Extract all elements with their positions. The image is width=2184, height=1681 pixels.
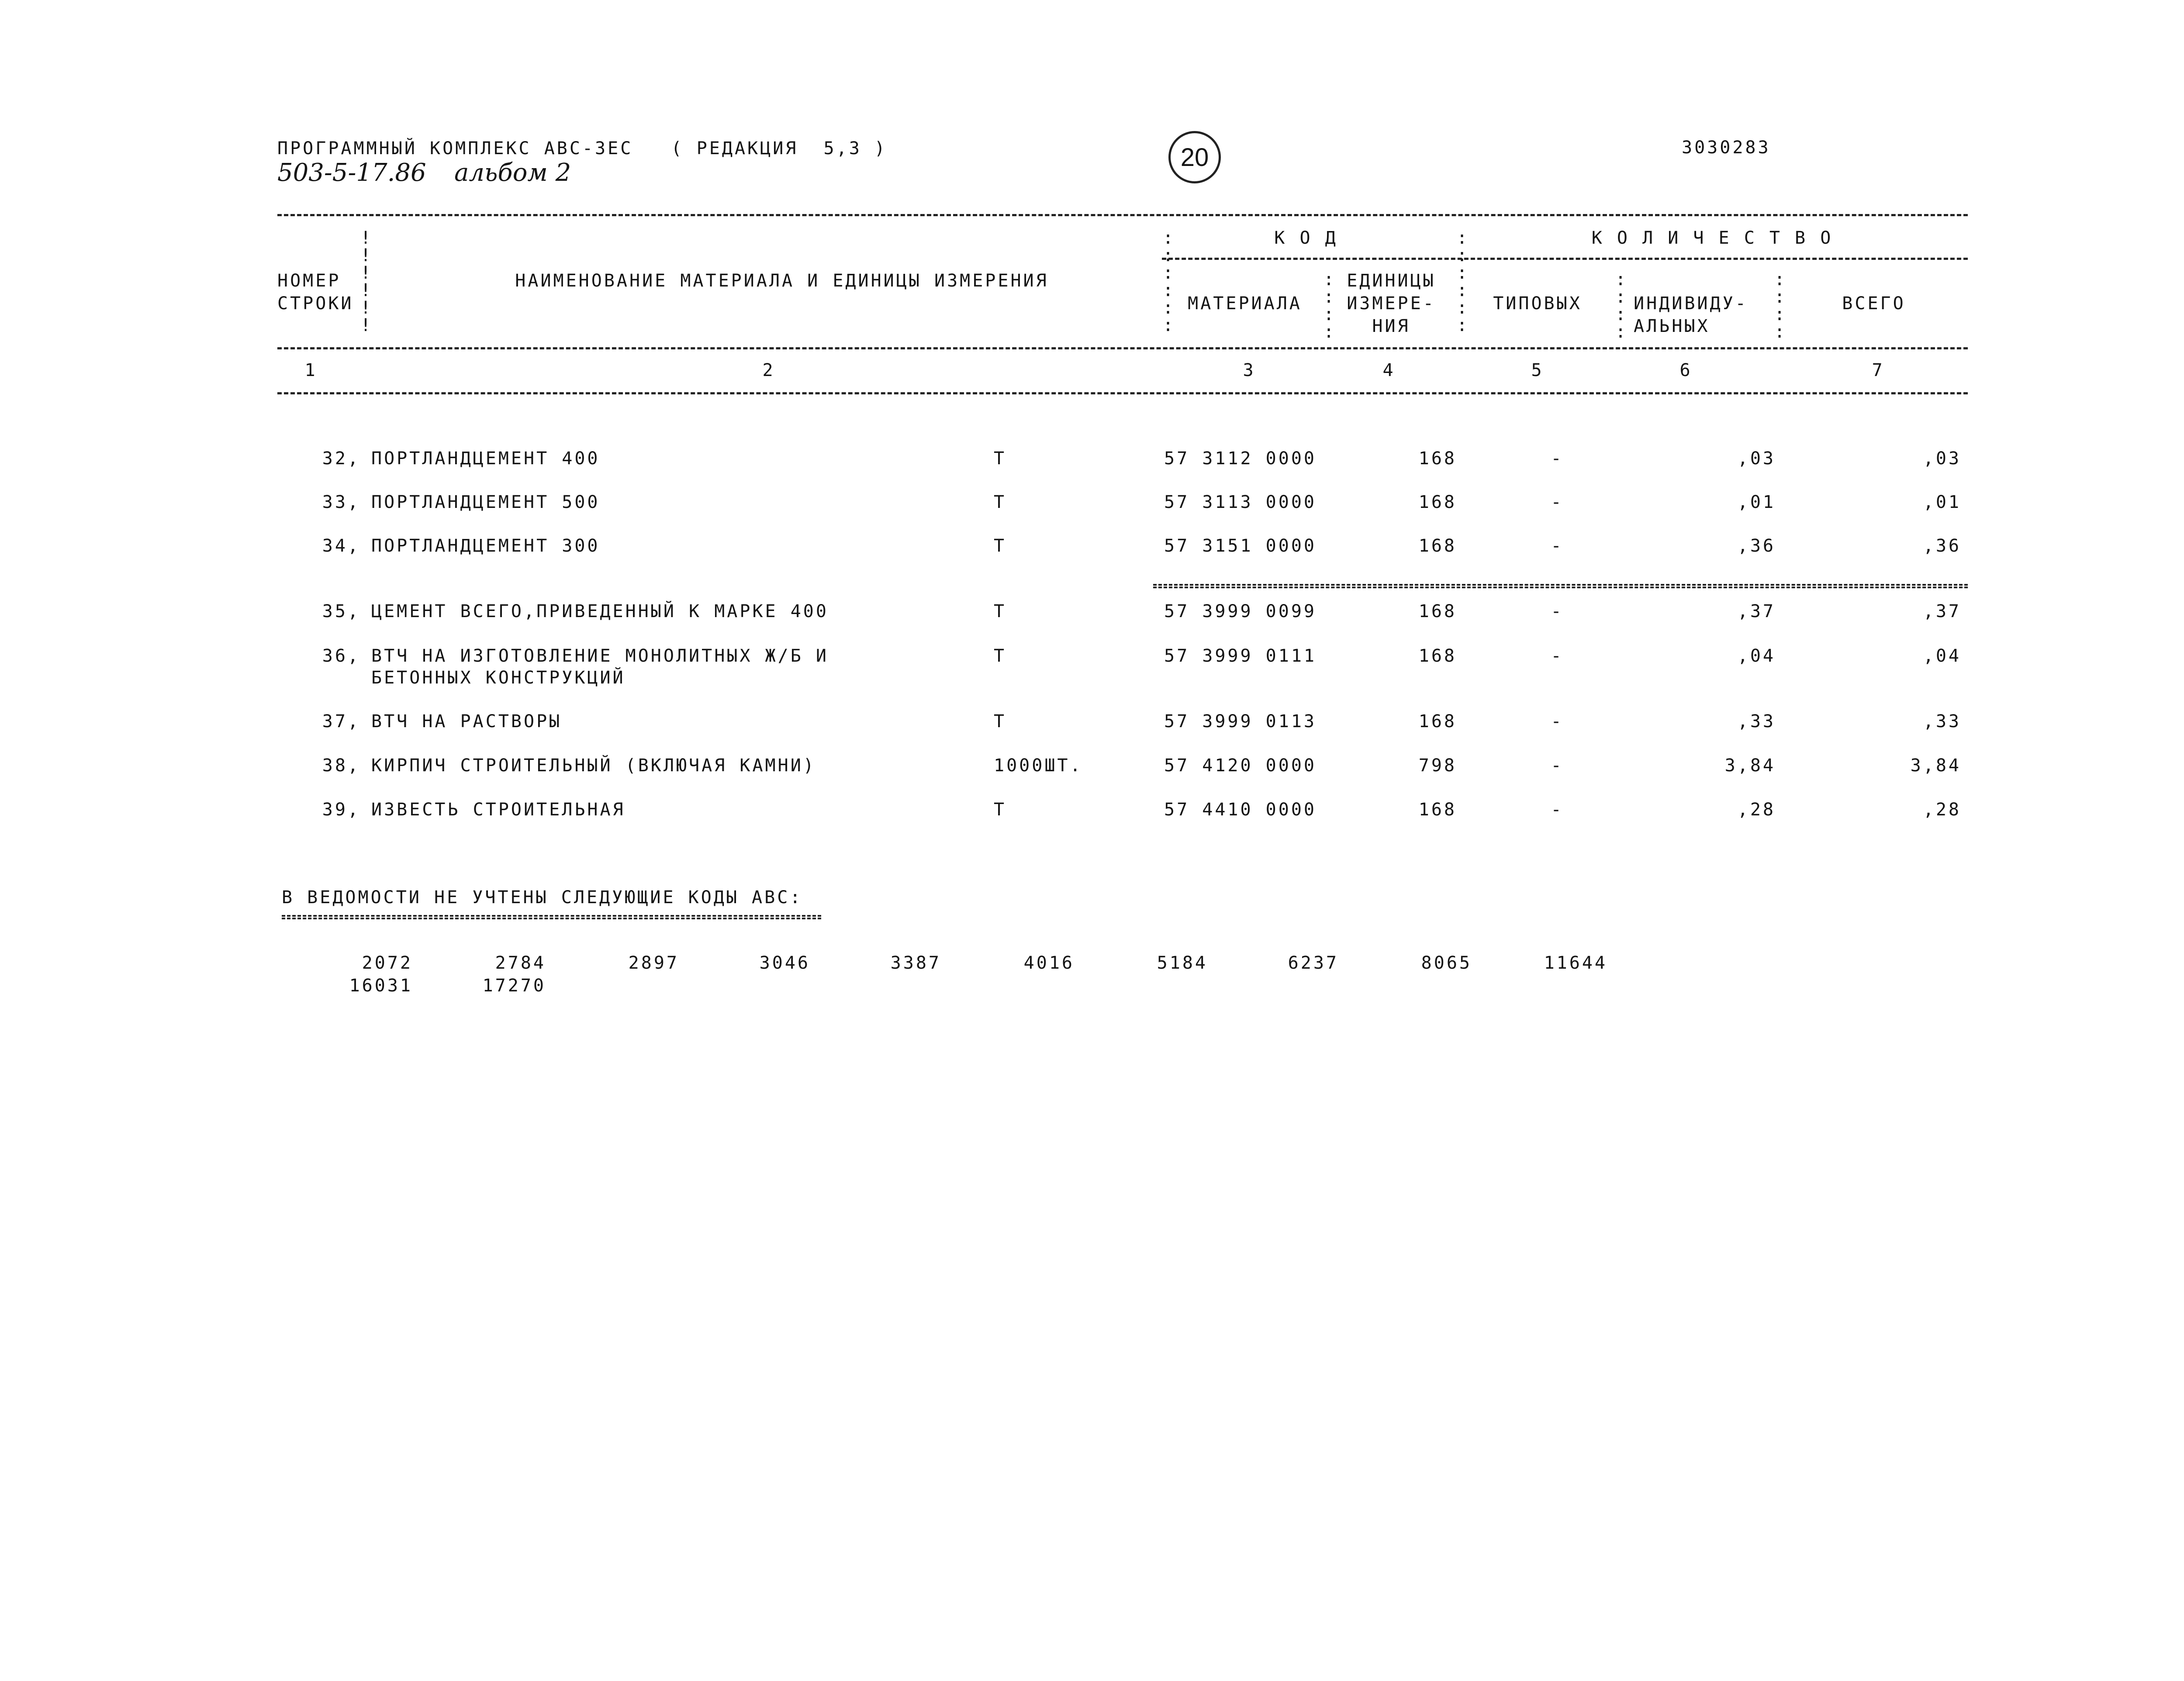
col-separator: : : : : [1774, 269, 1785, 342]
row-unit-code: 168 [1418, 646, 1457, 666]
row-number: 35, [322, 601, 360, 621]
row-individual: 3,84 [1724, 756, 1776, 776]
row-unit-code: 168 [1418, 601, 1457, 621]
row-number: 33, [322, 492, 360, 512]
row-individual: ,28 [1737, 800, 1776, 820]
row-unit: Т [994, 536, 1007, 556]
row-unit-code: 168 [1418, 800, 1457, 820]
unaccounted-code: 5184 [1157, 953, 1208, 973]
unaccounted-code: 17270 [482, 976, 546, 996]
col-separator: ! ! ! ! ! ! [360, 228, 371, 335]
row-unit-code: 798 [1418, 756, 1457, 776]
header-individual-2: АЛЬНЫХ [1634, 316, 1710, 336]
unaccounted-codes-note: В ВЕДОМОСТИ НЕ УЧТЕНЫ СЛЕДУЮЩИЕ КОДЫ АВС: [282, 887, 803, 908]
row-total: ,28 [1923, 800, 1961, 820]
col-number: 6 [1679, 360, 1693, 380]
page-number-stamp [1168, 131, 1221, 183]
row-material-code: 57 4120 0000 [1164, 756, 1317, 776]
handwritten-album: альбом 2 [454, 159, 571, 187]
row-number: 34, [322, 536, 360, 556]
unaccounted-code: 2784 [495, 953, 546, 973]
unaccounted-code: 2897 [628, 953, 679, 973]
header-typical: ТИПОВЫХ [1493, 293, 1582, 314]
row-unit-code: 168 [1418, 492, 1457, 512]
row-material-code: 57 3999 0111 [1164, 646, 1317, 666]
row-name: ПОРТЛАНДЦЕМЕНТ 300 [371, 536, 600, 556]
row-typical: - [1551, 646, 1564, 666]
row-unit: Т [994, 711, 1007, 732]
row-number: 38, [322, 756, 360, 776]
row-unit: 1000ШТ. [994, 756, 1083, 776]
table-top-rule [277, 214, 1968, 216]
row-total: ,03 [1923, 449, 1961, 469]
note-double-rule [282, 915, 821, 919]
header-total: ВСЕГО [1842, 293, 1906, 314]
page-number: 20 [1180, 143, 1209, 172]
header-row-number-1: НОМЕР [277, 271, 341, 291]
row-typical: - [1551, 449, 1564, 469]
column-numbers-rule [277, 392, 1968, 394]
header-individual-1: ИНДИВИДУ- [1634, 293, 1748, 314]
col-separator: : : : : [1324, 269, 1334, 342]
row-unit: Т [994, 800, 1007, 820]
row-material-code: 57 3112 0000 [1164, 449, 1317, 469]
row-typical: - [1551, 800, 1564, 820]
row-number: 36, [322, 646, 360, 666]
col-number: 3 [1243, 360, 1256, 380]
row-material-code: 57 4410 0000 [1164, 800, 1317, 820]
unaccounted-code: 16031 [349, 976, 413, 996]
header-unit-3: НИЯ [1372, 316, 1410, 336]
unaccounted-code: 3387 [890, 953, 941, 973]
row-name: ЦЕМЕНТ ВСЕГО,ПРИВЕДЕННЫЙ К МАРКЕ 400 [371, 601, 829, 621]
unaccounted-code: 6237 [1288, 953, 1339, 973]
col-number: 4 [1382, 360, 1396, 380]
row-total: ,33 [1923, 711, 1961, 732]
row-individual: ,04 [1737, 646, 1776, 666]
row-number: 37, [322, 711, 360, 732]
row-name: ВТЧ НА ИЗГОТОВЛЕНИЕ МОНОЛИТНЫХ Ж/Б И [371, 646, 829, 666]
col-separator: : : : : : : [1163, 228, 1174, 335]
row-unit: Т [994, 646, 1007, 666]
row-unit-code: 168 [1418, 711, 1457, 732]
row-name-continued: БЕТОННЫХ КОНСТРУКЦИЙ [371, 668, 625, 688]
row-name: ИЗВЕСТЬ СТРОИТЕЛЬНАЯ [371, 800, 625, 820]
row-individual: ,37 [1737, 601, 1776, 621]
col-number: 1 [304, 360, 318, 380]
row-name: ВТЧ НА РАСТВОРЫ [371, 711, 562, 732]
header-quantity-group: К О Л И Ч Е С Т В О [1591, 228, 1833, 248]
header-row-number-2: СТРОКИ [277, 293, 354, 314]
document-number: 3030283 [1682, 138, 1771, 158]
row-material-code: 57 3113 0000 [1164, 492, 1317, 512]
row-unit: Т [994, 492, 1007, 512]
row-unit-code: 168 [1418, 449, 1457, 469]
row-total: 3,84 [1910, 756, 1961, 776]
group-sub-rule [1162, 258, 1968, 260]
unaccounted-code: 4016 [1023, 953, 1075, 973]
row-material-code: 57 3999 0113 [1164, 711, 1317, 732]
row-total: ,04 [1923, 646, 1961, 666]
header-code-group: К О Д [1274, 228, 1338, 248]
row-total: ,01 [1923, 492, 1961, 512]
unaccounted-code: 2072 [362, 953, 413, 973]
row-typical: - [1551, 711, 1564, 732]
section-double-rule [1153, 584, 1968, 588]
row-individual: ,33 [1737, 711, 1776, 732]
header-unit-1: ЕДИНИЦЫ [1347, 271, 1436, 291]
unaccounted-code: 8065 [1421, 953, 1472, 973]
header-name: НАИМЕНОВАНИЕ МАТЕРИАЛА И ЕДИНИЦЫ ИЗМЕРЕНИЯ [515, 271, 1049, 291]
row-typical: - [1551, 601, 1564, 621]
header-unit-2: ИЗМЕРЕ- [1347, 293, 1436, 314]
row-unit-code: 168 [1418, 536, 1457, 556]
col-separator: : : : : : : [1457, 228, 1468, 335]
row-individual: ,01 [1737, 492, 1776, 512]
row-name: КИРПИЧ СТРОИТЕЛЬНЫЙ (ВКЛЮЧАЯ КАМНИ) [371, 756, 816, 776]
col-separator: : : : : [1615, 269, 1626, 342]
row-individual: ,36 [1737, 536, 1776, 556]
row-number: 32, [322, 449, 360, 469]
row-material-code: 57 3151 0000 [1164, 536, 1317, 556]
row-unit: Т [994, 449, 1007, 469]
header-bottom-rule [277, 347, 1968, 349]
program-title: ПРОГРАММНЫЙ КОМПЛЕКС АВС-3ЕС ( РЕДАКЦИЯ 5,3 ) [277, 138, 887, 159]
row-typical: - [1551, 536, 1564, 556]
row-total: ,36 [1923, 536, 1961, 556]
col-number: 7 [1872, 360, 1885, 380]
row-number: 39, [322, 800, 360, 820]
row-material-code: 57 3999 0099 [1164, 601, 1317, 621]
row-unit: Т [994, 601, 1007, 621]
row-total: ,37 [1923, 601, 1961, 621]
unaccounted-code: 11644 [1544, 953, 1607, 973]
handwritten-project-code: 503-5-17.86 [277, 159, 426, 187]
col-number: 5 [1531, 360, 1544, 380]
row-name: ПОРТЛАНДЦЕМЕНТ 400 [371, 449, 600, 469]
unaccounted-code: 3046 [759, 953, 810, 973]
header-material: МАТЕРИАЛА [1188, 293, 1302, 314]
row-individual: ,03 [1737, 449, 1776, 469]
col-number: 2 [762, 360, 775, 380]
row-typical: - [1551, 492, 1564, 512]
row-typical: - [1551, 756, 1564, 776]
row-name: ПОРТЛАНДЦЕМЕНТ 500 [371, 492, 600, 512]
